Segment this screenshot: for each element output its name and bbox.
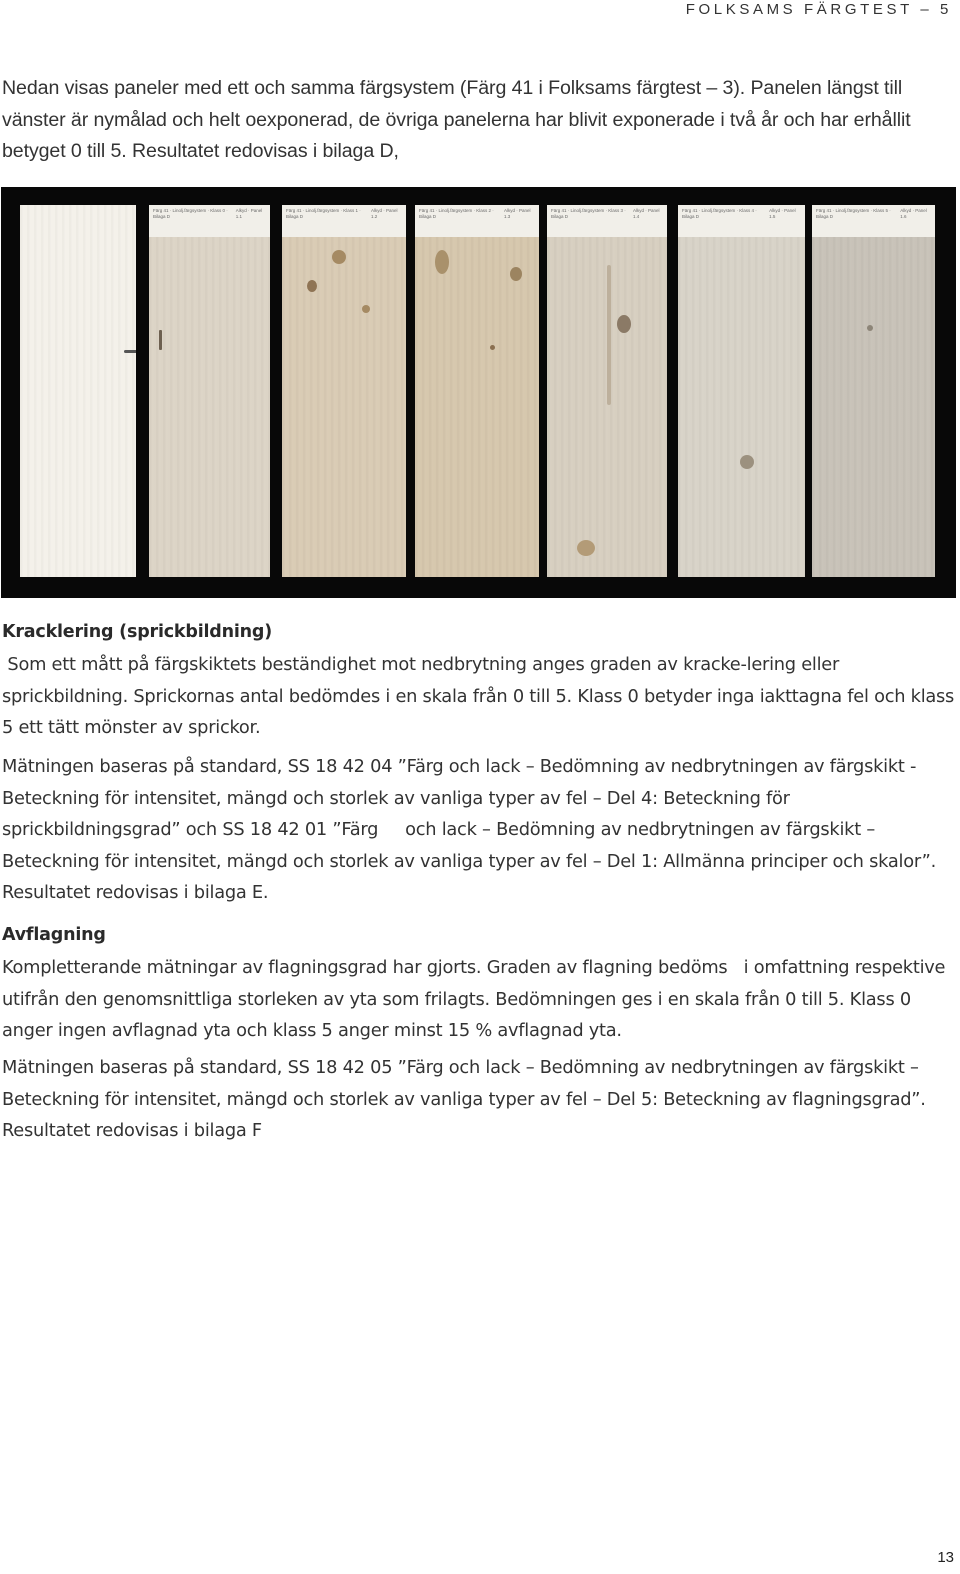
page-number: 13 xyxy=(937,1549,954,1566)
avflagning-heading: Avflagning xyxy=(2,925,106,945)
panel-unexposed xyxy=(20,205,136,577)
panel-label-right: Alkyd · Panel 1.1 xyxy=(235,208,263,219)
panel-label xyxy=(547,205,667,237)
panel-photo xyxy=(1,187,956,598)
avflagning-paragraph-2: Mätningen baseras på standard, SS 18 42 05 ”Färg och lack – Bedömning av nedbrytningen av färgskikt – Beteckning för intensitet, mängd och storlek av vanliga typer av fel – Del 5: Beteckning av flagningsgrad”. Resultatet redovisas i bilaga F xyxy=(2,1057,926,1142)
panel-class-5 xyxy=(812,205,935,577)
kracklering-paragraph-1: Som ett mått på färgskiktets beständighet mot nedbrytning anges graden av kracke-lering eller sprickbildning. Sprickornas antal bedömdes i en skala från 0 till 5. Klass 0 betyder inga iakttagna fel och klass 5 ett tätt mönster av sprickor. xyxy=(2,654,960,739)
panel-label-left: Färg 41 · Linolj.färgsystem · Klass 2 · Bilaga D xyxy=(419,208,494,219)
panel-label-right: Alkyd · Panel 1.5 xyxy=(769,208,796,219)
panel-label-left: Färg 41 · Linolj.färgsystem · Klass 0 · Bilaga D xyxy=(153,208,228,219)
panel-label xyxy=(149,205,270,237)
panel-label-left: Färg 41 · Linolj.färgsystem · Klass 5 · Bilaga D xyxy=(816,208,891,219)
panel-class-0 xyxy=(149,205,270,577)
kracklering-paragraph-2: Mätningen baseras på standard, SS 18 42 04 ”Färg och lack – Bedömning av nedbrytningen av färgskikt - Beteckning för intensitet, mängd och storlek av vanliga typer av fel – Del 4: Beteckning för sprickbildningsgrad” och SS 18 42 01 ”Färg och lack – Bedömning av nedbrytningen av färgskikt – Beteckning för intensitet, mängd och storlek av vanliga typer av fel – Del 1: Allmänna principer och skalor”. Resultatet redovisas i bilaga E. xyxy=(2,756,942,904)
panel-label xyxy=(415,205,539,237)
panel-class-4 xyxy=(678,205,805,577)
intro-paragraph: Nedan visas paneler med ett och samma färgsystem (Färg 41 i Folksams färgtest – 3). Panelen längst till vänster är nymålad och helt oexponerad, de övriga panelerna har blivit exponerade i två år och har erhållit betyget 0 till 5. Resultatet redovisas i bilaga D, xyxy=(2,77,911,162)
avflagning-paragraph-1: Kompletterande mätningar av flagningsgrad har gjorts. Graden av flagning bedöms i omfattning respektive utifrån den genomsnittliga storleken av yta som frilagts. Bedömningen ges i en skala från 0 till 5. Klass 0 anger ingen avflagnad yta och klass 5 anger minst 15 % avflagnad yta. xyxy=(2,957,951,1042)
panel-label-left: Färg 41 · Linolj.färgsystem · Klass 1 · Bilaga D xyxy=(286,208,361,219)
panel-class-1 xyxy=(282,205,406,577)
panel-label-right: Alkyd · Panel 1.2 xyxy=(370,208,398,219)
panel-label-right: Alkyd · Panel 1.3 xyxy=(503,208,531,219)
panel-label-left: Färg 41 · Linolj.färgsystem · Klass 4 · Bilaga D xyxy=(682,208,757,219)
kracklering-heading: Kracklering (sprickbildning) xyxy=(2,622,273,642)
panel-class-2 xyxy=(415,205,539,577)
panel-label xyxy=(282,205,406,237)
panel-label-left: Färg 41 · Linolj.färgsystem · Klass 3 · Bilaga D xyxy=(551,208,626,219)
panel-label xyxy=(812,205,935,237)
panel-class-3 xyxy=(547,205,667,577)
panel-label xyxy=(678,205,805,237)
panel-label-right: Alkyd · Panel 1.6 xyxy=(900,208,927,219)
running-header: FOLKSAMS FÄRGTEST – 5 xyxy=(685,1,952,18)
panel-label-right: Alkyd · Panel 1.4 xyxy=(633,208,660,219)
